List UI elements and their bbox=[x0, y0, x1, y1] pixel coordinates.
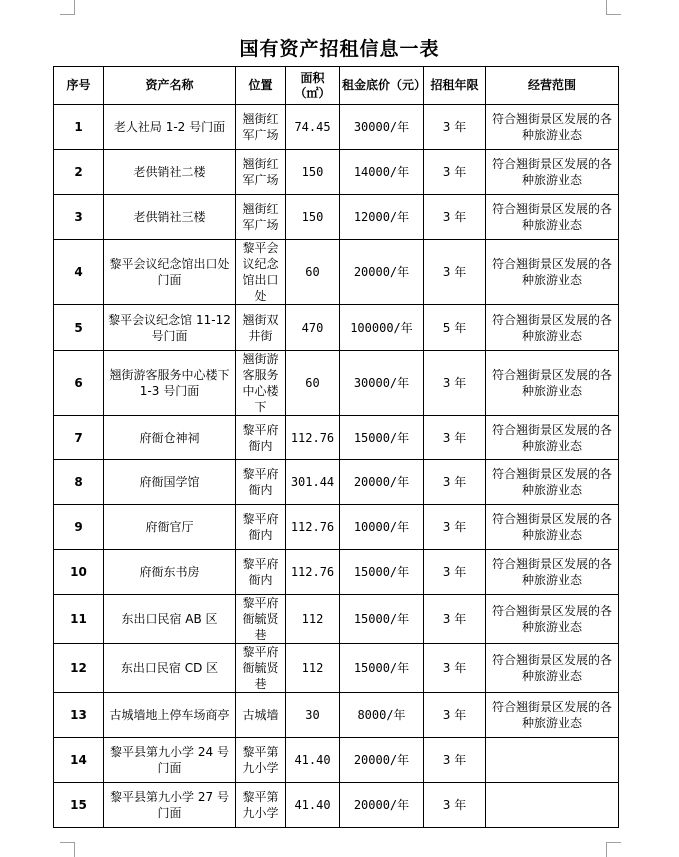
cell-term: 3 年 bbox=[424, 416, 486, 460]
page-corner-mark bbox=[606, 0, 621, 15]
cell-location: 翘街红军广场 bbox=[236, 195, 286, 240]
cell-term: 3 年 bbox=[424, 195, 486, 240]
cell-price: 10000/年 bbox=[340, 505, 424, 550]
cell-price: 20000/年 bbox=[340, 738, 424, 783]
cell-no: 15 bbox=[54, 783, 104, 828]
cell-scope bbox=[486, 738, 619, 783]
table-row bbox=[54, 644, 619, 693]
cell-term: 5 年 bbox=[424, 305, 486, 351]
table-row bbox=[54, 460, 619, 505]
cell-name: 古城墙地上停车场商亭 bbox=[104, 693, 236, 738]
cell-term: 3 年 bbox=[424, 150, 486, 195]
cell-area: 74.45 bbox=[286, 105, 340, 150]
cell-area: 112 bbox=[286, 595, 340, 644]
header-name: 资产名称 bbox=[104, 67, 236, 105]
cell-price: 20000/年 bbox=[340, 240, 424, 305]
table-row bbox=[54, 351, 619, 416]
cell-price: 15000/年 bbox=[340, 644, 424, 693]
cell-area: 60 bbox=[286, 351, 340, 416]
cell-no: 4 bbox=[54, 240, 104, 305]
cell-scope: 符合翘街景区发展的各种旅游业态 bbox=[486, 460, 619, 505]
cell-scope: 符合翘街景区发展的各种旅游业态 bbox=[486, 195, 619, 240]
cell-scope: 符合翘街景区发展的各种旅游业态 bbox=[486, 595, 619, 644]
cell-scope: 符合翘街景区发展的各种旅游业态 bbox=[486, 505, 619, 550]
table-row bbox=[54, 105, 619, 150]
cell-term: 3 年 bbox=[424, 351, 486, 416]
cell-name: 黎平县第九小学 24 号门面 bbox=[104, 738, 236, 783]
cell-no: 3 bbox=[54, 195, 104, 240]
cell-no: 6 bbox=[54, 351, 104, 416]
cell-area: 301.44 bbox=[286, 460, 340, 505]
table-row bbox=[54, 595, 619, 644]
cell-location: 黎平会议纪念馆出口处 bbox=[236, 240, 286, 305]
cell-area: 30 bbox=[286, 693, 340, 738]
cell-term: 3 年 bbox=[424, 738, 486, 783]
cell-area: 470 bbox=[286, 305, 340, 351]
cell-price: 12000/年 bbox=[340, 195, 424, 240]
table-row bbox=[54, 693, 619, 738]
cell-name: 翘街游客服务中心楼下 1-3 号门面 bbox=[104, 351, 236, 416]
cell-name: 黎平会议纪念馆出口处门面 bbox=[104, 240, 236, 305]
cell-scope: 符合翘街景区发展的各种旅游业态 bbox=[486, 351, 619, 416]
header-scope: 经营范围 bbox=[486, 67, 619, 105]
cell-price: 15000/年 bbox=[340, 416, 424, 460]
cell-location: 黎平府衙内 bbox=[236, 460, 286, 505]
cell-scope: 符合翘街景区发展的各种旅游业态 bbox=[486, 105, 619, 150]
cell-price: 30000/年 bbox=[340, 105, 424, 150]
cell-location: 翘街双井街 bbox=[236, 305, 286, 351]
cell-area: 60 bbox=[286, 240, 340, 305]
cell-location: 黎平府衙内 bbox=[236, 416, 286, 460]
cell-price: 20000/年 bbox=[340, 460, 424, 505]
cell-price: 14000/年 bbox=[340, 150, 424, 195]
cell-scope bbox=[486, 783, 619, 828]
page-corner-mark bbox=[60, 0, 75, 15]
header-area: 面积（㎡） bbox=[286, 67, 340, 105]
cell-location: 黎平府衙内 bbox=[236, 550, 286, 595]
cell-no: 1 bbox=[54, 105, 104, 150]
document-title: 国有资产招租信息一表 bbox=[239, 38, 440, 60]
cell-name: 黎平县第九小学 27 号门面 bbox=[104, 783, 236, 828]
cell-location: 黎平府衙内 bbox=[236, 505, 286, 550]
cell-scope: 符合翘街景区发展的各种旅游业态 bbox=[486, 416, 619, 460]
table-row bbox=[54, 550, 619, 595]
header-no: 序号 bbox=[54, 67, 104, 105]
cell-scope: 符合翘街景区发展的各种旅游业态 bbox=[486, 550, 619, 595]
cell-no: 2 bbox=[54, 150, 104, 195]
cell-no: 5 bbox=[54, 305, 104, 351]
cell-term: 3 年 bbox=[424, 693, 486, 738]
page-corner-mark bbox=[606, 842, 621, 857]
cell-no: 12 bbox=[54, 644, 104, 693]
cell-term: 3 年 bbox=[424, 550, 486, 595]
cell-name: 老人社局 1-2 号门面 bbox=[104, 105, 236, 150]
cell-area: 150 bbox=[286, 195, 340, 240]
cell-no: 14 bbox=[54, 738, 104, 783]
cell-location: 黎平第九小学 bbox=[236, 738, 286, 783]
header-location: 位置 bbox=[236, 67, 286, 105]
table-row bbox=[54, 783, 619, 828]
asset-rental-table bbox=[53, 66, 619, 828]
cell-location: 翘街游客服务中心楼下 bbox=[236, 351, 286, 416]
cell-no: 10 bbox=[54, 550, 104, 595]
cell-price: 8000/年 bbox=[340, 693, 424, 738]
cell-location: 古城墙 bbox=[236, 693, 286, 738]
cell-name: 府衙官厅 bbox=[104, 505, 236, 550]
cell-location: 翘街红军广场 bbox=[236, 105, 286, 150]
table-row bbox=[54, 195, 619, 240]
cell-no: 11 bbox=[54, 595, 104, 644]
cell-area: 112.76 bbox=[286, 550, 340, 595]
cell-term: 3 年 bbox=[424, 105, 486, 150]
cell-price: 20000/年 bbox=[340, 783, 424, 828]
cell-name: 老供销社二楼 bbox=[104, 150, 236, 195]
cell-area: 150 bbox=[286, 150, 340, 195]
cell-name: 府衙东书房 bbox=[104, 550, 236, 595]
table-row bbox=[54, 305, 619, 351]
header-term: 招租年限 bbox=[424, 67, 486, 105]
cell-location: 黎平府衙毓贤巷 bbox=[236, 595, 286, 644]
cell-name: 东出口民宿 AB 区 bbox=[104, 595, 236, 644]
cell-scope: 符合翘街景区发展的各种旅游业态 bbox=[486, 644, 619, 693]
table-row bbox=[54, 505, 619, 550]
cell-name: 府衙仓神祠 bbox=[104, 416, 236, 460]
cell-term: 3 年 bbox=[424, 505, 486, 550]
cell-location: 黎平第九小学 bbox=[236, 783, 286, 828]
cell-term: 3 年 bbox=[424, 595, 486, 644]
cell-price: 100000/年 bbox=[340, 305, 424, 351]
header-price: 租金底价（元） bbox=[340, 67, 424, 105]
cell-term: 3 年 bbox=[424, 240, 486, 305]
cell-area: 112.76 bbox=[286, 505, 340, 550]
cell-name: 黎平会议纪念馆 11-12 号门面 bbox=[104, 305, 236, 351]
cell-price: 30000/年 bbox=[340, 351, 424, 416]
cell-scope: 符合翘街景区发展的各种旅游业态 bbox=[486, 150, 619, 195]
cell-no: 8 bbox=[54, 460, 104, 505]
cell-location: 黎平府衙毓贤巷 bbox=[236, 644, 286, 693]
cell-price: 15000/年 bbox=[340, 550, 424, 595]
cell-no: 7 bbox=[54, 416, 104, 460]
cell-scope: 符合翘街景区发展的各种旅游业态 bbox=[486, 240, 619, 305]
cell-price: 15000/年 bbox=[340, 595, 424, 644]
cell-scope: 符合翘街景区发展的各种旅游业态 bbox=[486, 305, 619, 351]
table-row bbox=[54, 738, 619, 783]
cell-no: 13 bbox=[54, 693, 104, 738]
page-corner-mark bbox=[60, 842, 75, 857]
cell-area: 112 bbox=[286, 644, 340, 693]
cell-area: 41.40 bbox=[286, 738, 340, 783]
cell-term: 3 年 bbox=[424, 644, 486, 693]
table-row bbox=[54, 240, 619, 305]
cell-name: 老供销社三楼 bbox=[104, 195, 236, 240]
table-header-row bbox=[54, 67, 619, 105]
cell-term: 3 年 bbox=[424, 460, 486, 505]
cell-name: 府衙国学馆 bbox=[104, 460, 236, 505]
cell-location: 翘街红军广场 bbox=[236, 150, 286, 195]
cell-term: 3 年 bbox=[424, 783, 486, 828]
cell-no: 9 bbox=[54, 505, 104, 550]
cell-name: 东出口民宿 CD 区 bbox=[104, 644, 236, 693]
cell-area: 112.76 bbox=[286, 416, 340, 460]
cell-scope: 符合翘街景区发展的各种旅游业态 bbox=[486, 693, 619, 738]
cell-area: 41.40 bbox=[286, 783, 340, 828]
table-row bbox=[54, 416, 619, 460]
table-row bbox=[54, 150, 619, 195]
